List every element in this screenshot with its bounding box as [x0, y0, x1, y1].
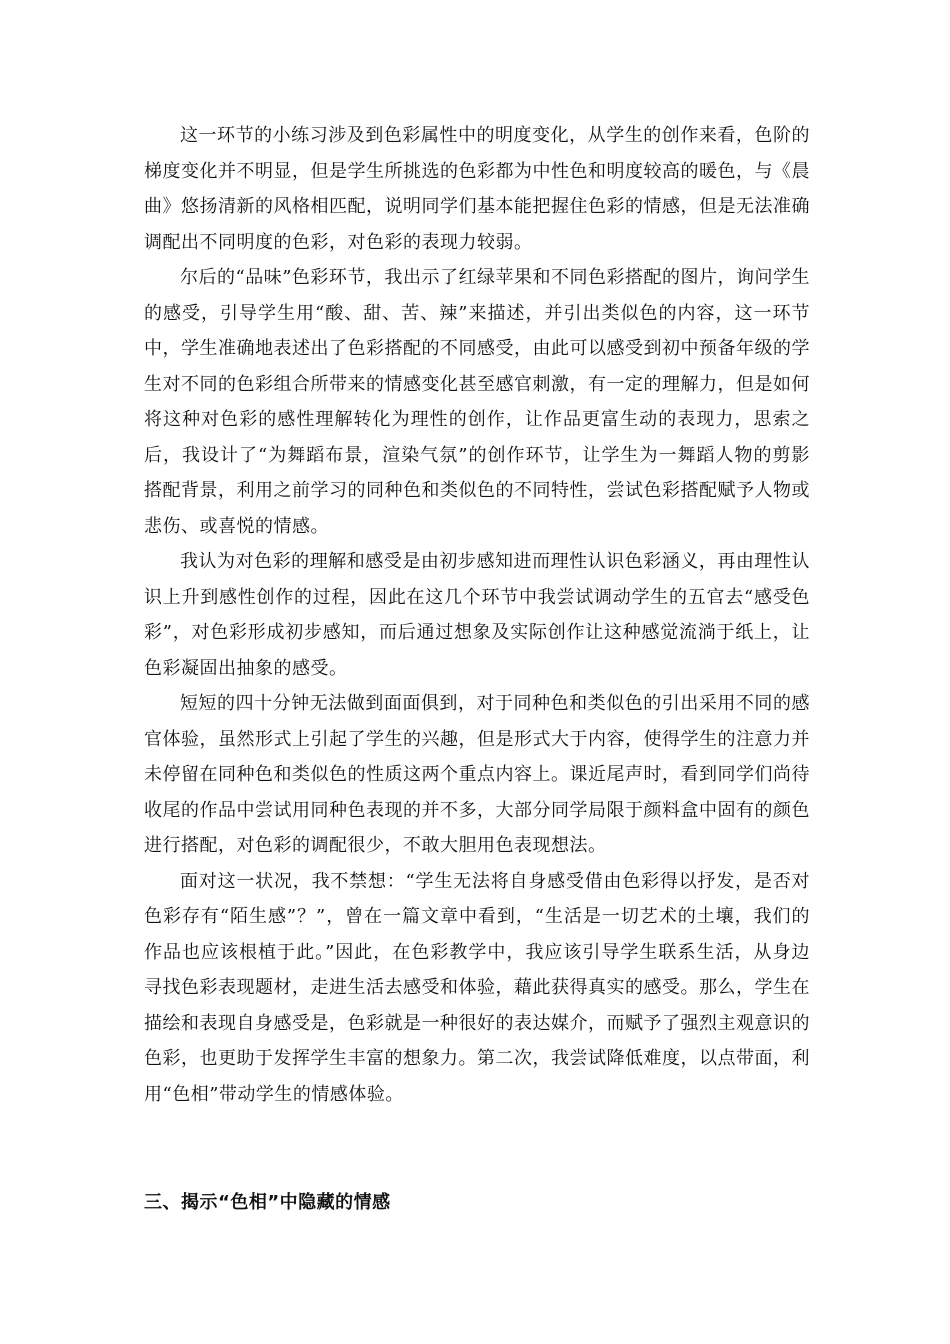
- paragraph: 面对这一状况，我不禁想：“学生无法将自身感受借由色彩得以抒发，是否对色彩存有“陌生感”？”，曾在一篇文章中看到，“生活是一切艺术的土壤，我们的作品也应该根植于此。”因此，在色彩教学中，我应该引导学生联系生活，从身边寻找色彩表现题材，走进生活去感受和体验，藉此获得真实的感受。那么，学生在描绘和表现自身感受是，色彩就是一种很好的表达媒介，而赋予了强烈主观意识的色彩，也更助于发挥学生丰富的想象力。第二次，我尝试降低难度，以点带面，利用“色相”带动学生的情感体验。: [144, 870, 810, 1105]
- paragraph: 尔后的“品味”色彩环节，我出示了红绿苹果和不同色彩搭配的图片，询问学生的感受，引导学生用“酸、甜、苦、辣”来描述，并引出类似色的内容，这一环节中，学生准确地表述出了色彩搭配的不同感受，由此可以感受到初中预备年级的学生对不同的色彩组合所带来的情感变化甚至感官刺激，有一定的理解力，但是如何将这种对色彩的感性理解转化为理性的创作，让作品更富生动的表现力，思索之后，我设计了“为舞蹈布景，渲染气氛”的创作环节，让学生为一舞蹈人物的剪影搭配背景，利用之前学习的同种色和类似色的不同特性，尝试色彩搭配赋予人物或悲伤、或喜悦的情感。: [144, 267, 810, 537]
- paragraph: 我认为对色彩的理解和感受是由初步感知进而理性认识色彩涵义，再由理性认识上升到感性创作的过程，因此在这几个环节中我尝试调动学生的五官去“感受色彩”，对色彩形成初步感知，而后通过想象及实际创作让这种感觉流淌于纸上，让色彩凝固出抽象的感受。: [144, 551, 810, 679]
- paragraph: 短短的四十分钟无法做到面面俱到，对于同种色和类似色的引出采用不同的感官体验，虽然形式上引起了学生的兴趣，但是形式大于内容，使得学生的注意力并未停留在同种色和类似色的性质这两个重点内容上。课近尾声时，看到同学们尚待收尾的作品中尝试用同种色表现的并不多，大部分同学局限于颜料盒中固有的颜色进行搭配，对色彩的调配很少，不敢大胆用色表现想法。: [144, 693, 810, 856]
- document-body: [144, 118, 810, 1112]
- paragraph: 这一环节的小练习涉及到色彩属性中的明度变化，从学生的创作来看，色阶的梯度变化并不明显，但是学生所挑选的色彩都为中性色和明度较高的暖色，与《晨曲》悠扬清新的风格相匹配，说明同学们基本能把握住色彩的情感，但是无法准确调配出不同明度的色彩，对色彩的表现力较弱。: [144, 125, 810, 253]
- section-heading: 三、揭示“色相”中隐藏的情感: [144, 1192, 391, 1213]
